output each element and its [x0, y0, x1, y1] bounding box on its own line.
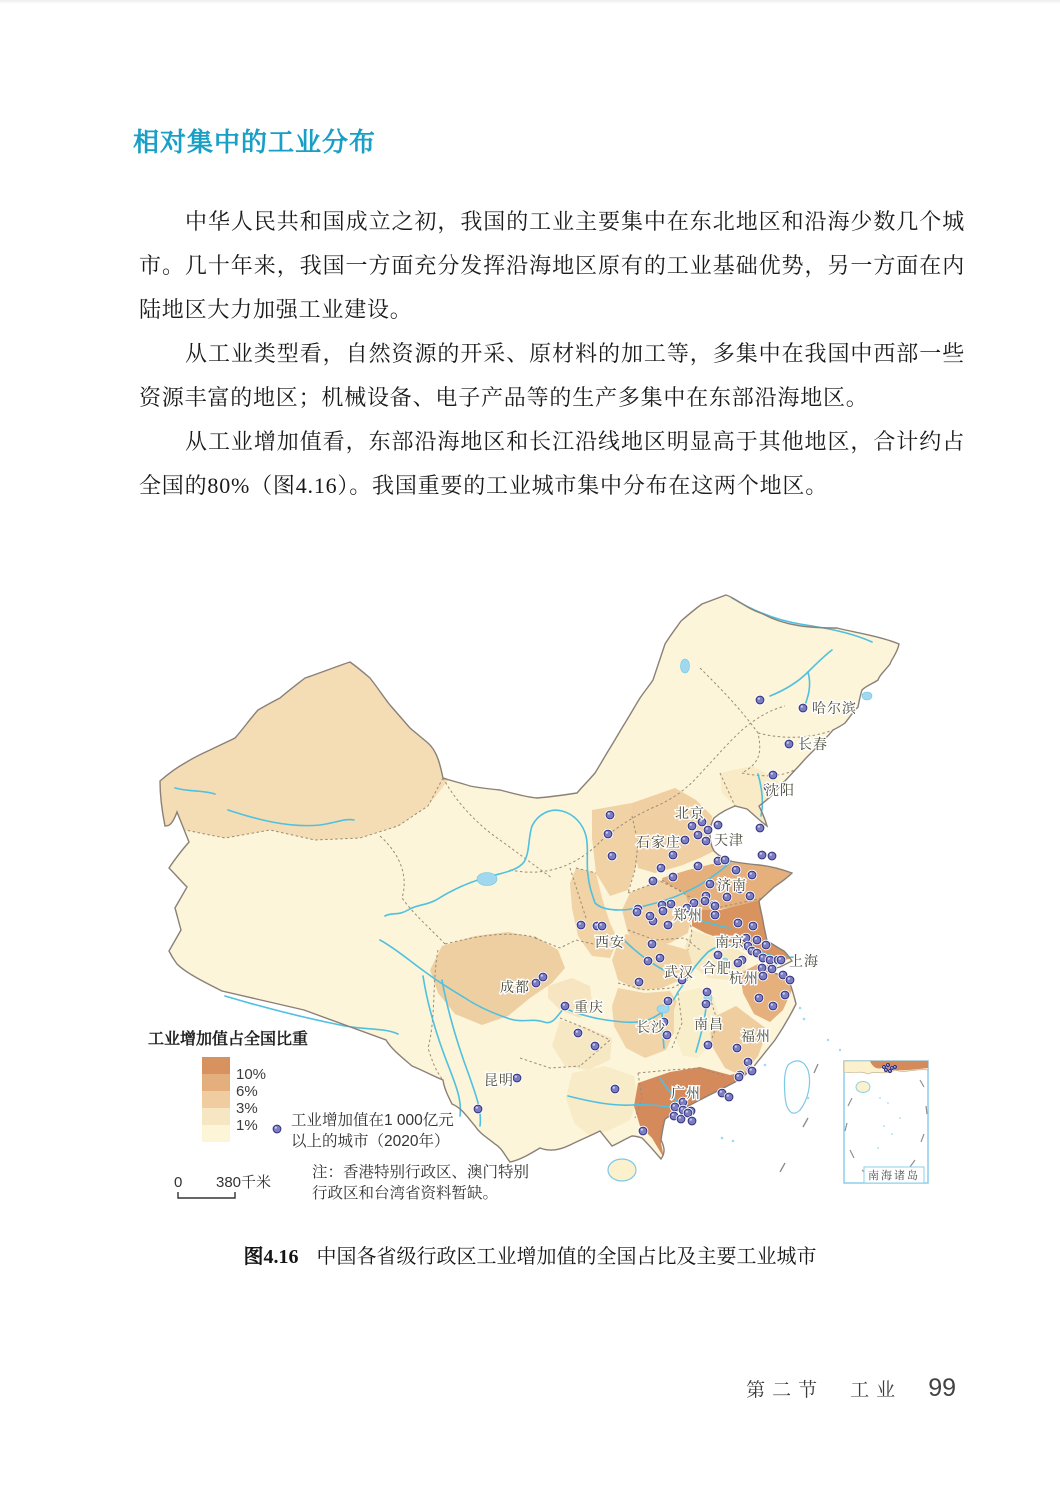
figure-4-16-map [140, 578, 960, 1233]
body-text [139, 200, 965, 508]
legend-threshold-label: 3% [236, 1100, 258, 1117]
legend-threshold-label: 1% [236, 1117, 258, 1134]
figure-number: 图4.16 [243, 1246, 299, 1268]
city-label: 武汉 [664, 964, 694, 980]
china-industry-map [140, 578, 960, 1233]
qinghai-lake [477, 873, 497, 886]
page-number: 99 [928, 1374, 956, 1402]
city-label: 杭州 [729, 970, 759, 986]
page-footer [746, 1374, 956, 1403]
city-label: 广州 [671, 1085, 701, 1101]
city-label: 石家庄 [636, 834, 681, 850]
footer-chapter: 工业 [850, 1380, 903, 1401]
city-label: 长春 [798, 736, 828, 752]
legend-city-marker [272, 1124, 283, 1135]
legend-city-line1: 工业增加值在1 000亿元 [291, 1112, 454, 1129]
figure-title: 中国各省级行政区工业增加值的全国占比及主要工业城市 [316, 1246, 817, 1268]
legend-swatch [202, 1074, 230, 1091]
inset-hainan [856, 1082, 870, 1093]
legend-title: 工业增加值占全国比重 [148, 1031, 309, 1048]
city-label: 成都 [500, 979, 530, 995]
legend-note-line2: 行政区和台湾省资料暂缺。 [312, 1185, 499, 1202]
city-label: 沈阳 [765, 782, 795, 798]
city-label: 郑州 [673, 907, 703, 923]
hainan-island [608, 1159, 636, 1181]
city-label: 济南 [717, 877, 747, 893]
legend-swatch [202, 1108, 230, 1125]
city-label: 上海 [789, 953, 819, 969]
city-label: 哈尔滨 [812, 700, 857, 716]
legend-city-line2: 以上的城市（2020年） [291, 1133, 450, 1150]
paragraph-3: 从工业增加值看，东部沿海地区和长江沿线地区明显高于其他地区，合计约占全国的80%（图4.16）。我国重要的工业城市集中分布在这两个地区。 [139, 429, 965, 498]
legend-threshold-label: 6% [236, 1083, 258, 1100]
city-label: 西安 [595, 934, 625, 950]
south-china-sea-inset [844, 1061, 928, 1183]
taiwan-island [784, 1061, 809, 1113]
legend-color-scale [202, 1057, 266, 1142]
city-label: 合肥 [702, 960, 732, 976]
region-xinjiang [140, 628, 470, 840]
legend-swatch [202, 1125, 230, 1142]
legend-swatch [202, 1091, 230, 1108]
scale-zero: 0 [174, 1174, 183, 1191]
khanka-lake [862, 692, 872, 700]
legend-swatch [202, 1057, 230, 1074]
footer-section: 第二节 [746, 1380, 825, 1401]
city-label: 福州 [741, 1028, 771, 1044]
legend-note-line1: 注：香港特别行政区、澳门特别 [312, 1164, 530, 1181]
city-label: 南昌 [694, 1016, 724, 1032]
city-label: 北京 [675, 805, 705, 821]
legend-threshold-label: 10% [236, 1066, 267, 1083]
paragraph-2: 从工业类型看，自然资源的开采、原材料的加工等，多集中在我国中西部一些资源丰富的地区；机械设备、电子产品等的生产多集中在东部沿海地区。 [139, 341, 965, 410]
figure-caption [0, 1240, 1060, 1269]
city-label: 南京 [715, 934, 745, 950]
city-label: 天津 [714, 832, 744, 848]
scale-bar [174, 1174, 271, 1198]
scale-length: 380千米 [216, 1174, 272, 1191]
hulun-lake [681, 659, 690, 673]
section-heading: 相对集中的工业分布 [133, 127, 377, 157]
paragraph-1: 中华人民共和国成立之初，我国的工业主要集中在东北地区和沿海少数几个城市。几十年来，我国一方面充分发挥沿海地区原有的工业基础优势，另一方面在内陆地区大力加强工业建设。 [139, 209, 965, 322]
city-label: 昆明 [484, 1072, 514, 1088]
city-label: 重庆 [574, 999, 604, 1015]
city-label: 长沙 [636, 1019, 666, 1035]
inset-label: 南海诸岛 [868, 1170, 920, 1182]
